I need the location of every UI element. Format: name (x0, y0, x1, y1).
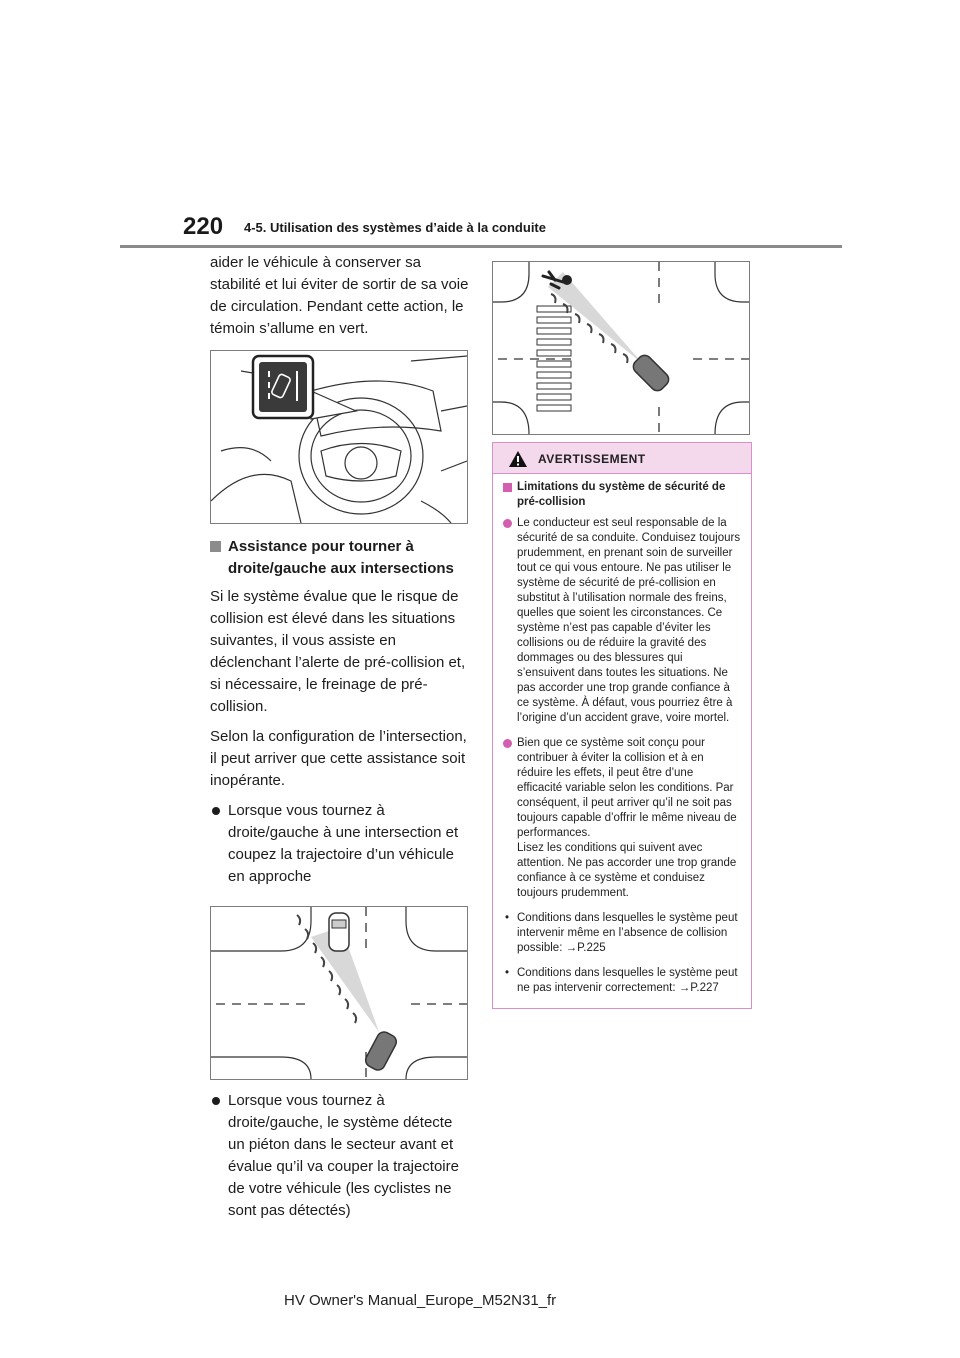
intersection-pedestrian-drawing (493, 262, 749, 434)
square-marker-icon (503, 483, 512, 492)
subheading-intersection (210, 536, 472, 580)
warning-condition-2-text: Conditions dans lesquelles le système peut ne pas intervenir correctement: →P.227 (517, 967, 738, 994)
bullet-dot-icon (212, 1097, 220, 1105)
warning-condition-2 (503, 966, 741, 996)
bullet-dot-icon (503, 739, 512, 748)
warning-subheading (503, 480, 741, 510)
warning-bullet-1 (503, 516, 741, 726)
bullet-pedestrian (210, 1090, 472, 1222)
warning-body (493, 474, 751, 1008)
paragraph-2: Selon la configuration de l’intersection, il peut arriver que cette assistance soit inopérante. (210, 728, 467, 789)
bullet-oncoming-vehicle (210, 800, 472, 888)
header-rule (120, 245, 842, 248)
square-marker-icon (210, 541, 221, 552)
warning-condition-1-text: Conditions dans lesquelles le système peut intervenir même en l’absence de collision possible: →P.225 (517, 912, 738, 954)
intersection-vehicle-drawing (211, 907, 467, 1079)
dash-marker: • (505, 912, 510, 924)
dashboard-illustration (210, 350, 468, 524)
warning-bullet-2 (503, 736, 741, 901)
subheading-text: Assistance pour tourner à droite/gauche aux intersections (228, 538, 454, 577)
warning-label: AVERTISSEMENT (538, 452, 646, 466)
paragraph-1: Si le système évalue que le risque de collision est élevé dans les situations suivantes, il vous assiste en déclenchant l’alerte de pré-collision et, si nécessaire, le freinage de pré-collision. (210, 588, 466, 715)
warning-bullet-1-text: Le conducteur est seul responsable de la sécurité de sa conduite. Conduisez toujours prudemment, en prenant soin de surveiller tout ce qui vous entoure. Ne pas utiliser le système de sécurité de pré-collision en substitut à l’utilisation normale des freins, quelles que soient les circonstances. Ce système n’est pas capable d’éviter les collisions ou de réduire la gravité des dommages ou des blessures qui s’ensuivent dans toutes les situations. Ne pas accorder une trop grande confiance à ce système. À défaut, vous pourriez être à l’origine d’un accident grave, voire mortel. (517, 517, 741, 724)
intro-paragraph: aider le véhicule à conserver sa stabilité et lui éviter de sortir de sa voie de circulation. Pendant cette action, le témoin s’allume en vert. (210, 254, 469, 337)
warning-box (492, 442, 752, 1009)
bullet-2-text: Lorsque vous tournez à droite/gauche, le système détecte un piéton dans le secteur avant et évalue qu’il va couper la trajectoire de votre véhicule (les cyclistes ne sont pas détectés) (228, 1092, 459, 1219)
warning-bullet-2a-text: Bien que ce système soit conçu pour contribuer à éviter la collision et à en réduire les effets, il peut être d’une efficacité variable selon les conditions. Par conséquent, il peut arriver qu’il ne soit pas toujours capable d’offrir le même niveau de performances. (517, 737, 737, 839)
footer-text: HV Owner's Manual_Europe_M52N31_fr (284, 1292, 557, 1309)
dashboard-drawing (211, 351, 467, 523)
bullet-dot-icon (503, 519, 512, 528)
intersection-vehicle-illustration (210, 906, 468, 1080)
warning-header (493, 443, 751, 474)
warning-icon (508, 450, 528, 468)
section-title: 4-5. Utilisation des systèmes d’aide à la conduite (244, 220, 546, 235)
intersection-pedestrian-illustration (492, 261, 750, 435)
bullet-dot-icon (212, 807, 220, 815)
warning-subheading-text: Limitations du système de sécurité de pré-collision (517, 481, 726, 508)
dash-marker: • (505, 967, 510, 979)
warning-condition-1 (503, 911, 741, 956)
page-number: 220 (183, 213, 224, 240)
left-column (210, 252, 472, 1230)
bullet-1-text: Lorsque vous tournez à droite/gauche à une intersection et coupez la trajectoire d’un véhicule en approche (228, 802, 459, 885)
warning-bullet-2b-text: Lisez les conditions qui suivent avec attention. Ne pas accorder une trop grande confiance à ce système et conduisez toujours prudemment. (517, 842, 737, 899)
